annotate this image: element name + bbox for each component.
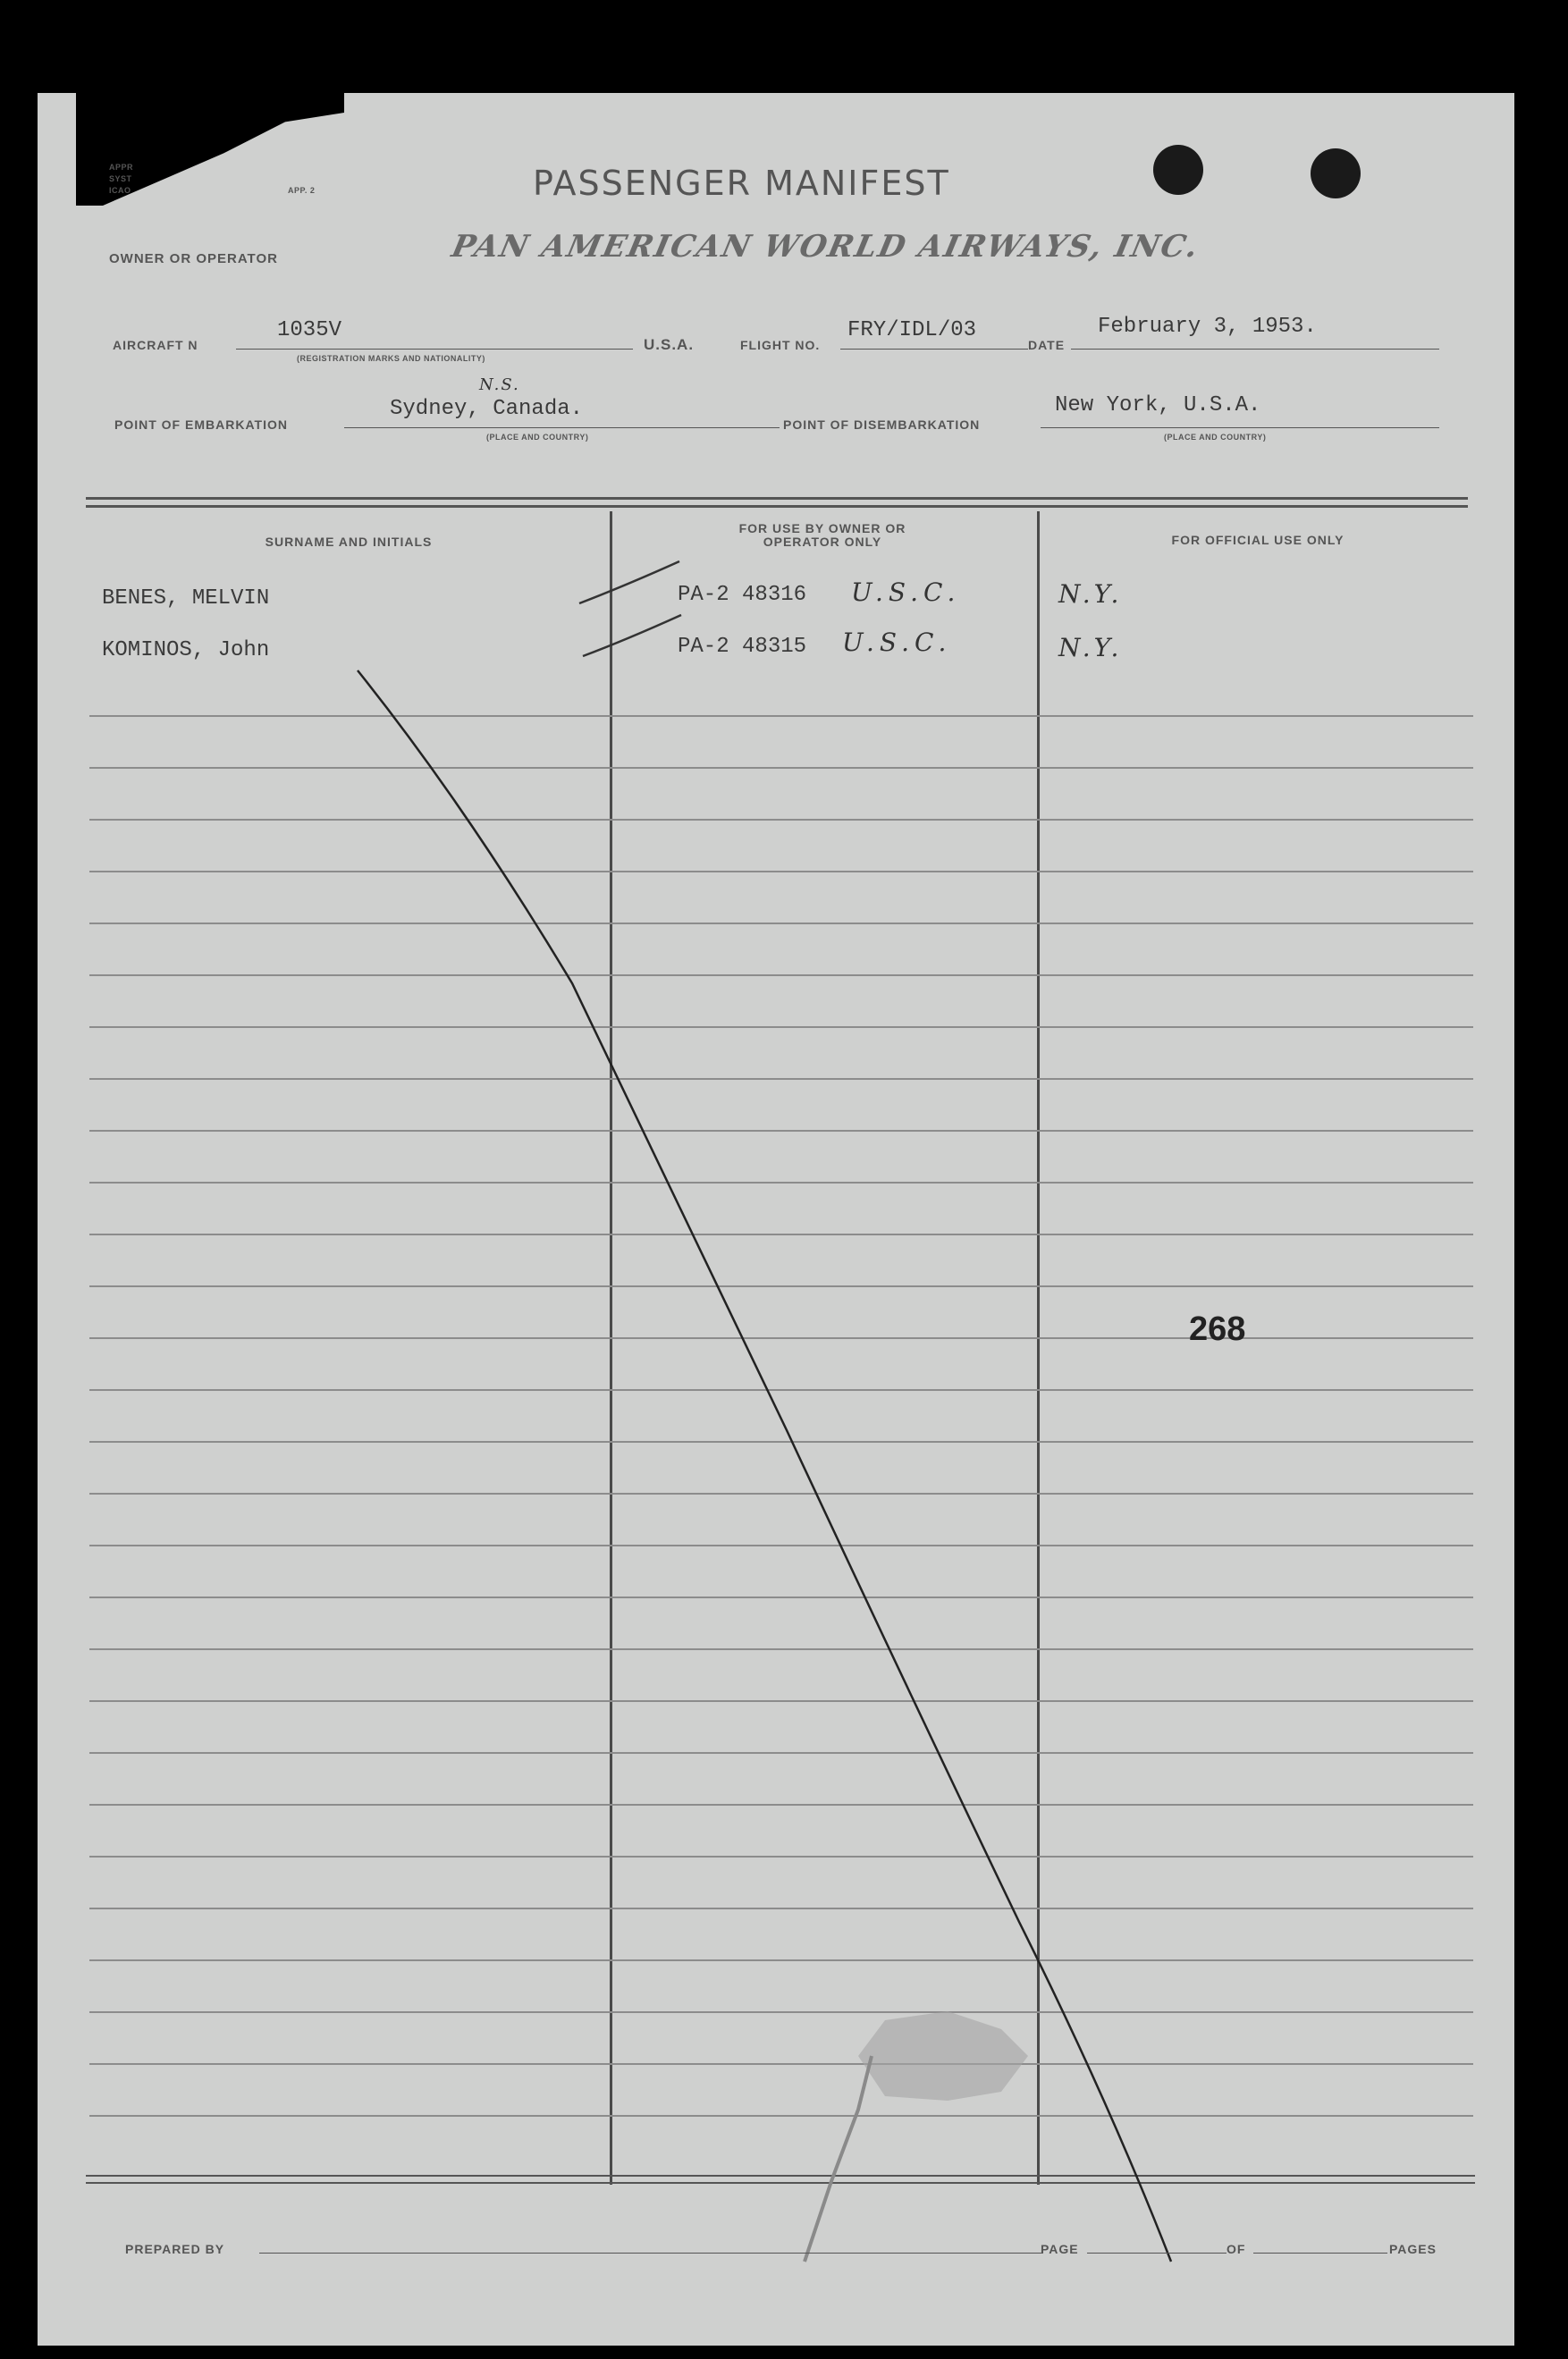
owner-label: OWNER OR OPERATOR xyxy=(109,251,278,266)
date-label: DATE xyxy=(1028,338,1066,352)
approval-suffix: APP. 2 xyxy=(288,186,316,195)
column-header-surname: SURNAME AND INITIALS xyxy=(265,535,433,549)
prepared-by-label: PREPARED BY xyxy=(125,2242,225,2256)
page-underline xyxy=(1087,2253,1227,2254)
check-mark-2 xyxy=(583,615,681,656)
registration-caption: (REGISTRATION MARKS AND NATIONALITY) xyxy=(297,354,485,363)
page-label: PAGE xyxy=(1041,2242,1079,2256)
disembarkation-place-caption: (PLACE AND COUNTRY) xyxy=(1164,433,1267,442)
embarkation-label: POINT OF EMBARKATION xyxy=(114,417,288,432)
embarkation-place-caption: (PLACE AND COUNTRY) xyxy=(486,433,589,442)
approval-line-2: SYST xyxy=(109,174,132,183)
disembarkation-value: New York, U.S.A. xyxy=(1055,393,1261,417)
passenger-name: KOMINOS, John xyxy=(102,638,270,662)
prepared-by-underline xyxy=(259,2253,1042,2254)
approval-line-1: APPR xyxy=(109,163,134,172)
column-header-official-use: FOR OFFICIAL USE ONLY xyxy=(1171,533,1345,547)
passenger-official: N.Y. xyxy=(1058,633,1123,662)
date-value: February 3, 1953. xyxy=(1098,315,1317,339)
of-label: OF xyxy=(1227,2242,1246,2256)
embarkation-annotation: N.S. xyxy=(479,375,520,394)
aircraft-value: 1035V xyxy=(277,318,342,342)
disembarkation-label: POINT OF DISEMBARKATION xyxy=(783,417,981,432)
pencil-scribble xyxy=(805,2056,872,2262)
check-mark-1 xyxy=(579,561,679,603)
passenger-annotation: U.S.C. xyxy=(851,577,961,607)
of-underline xyxy=(1253,2253,1387,2254)
column-header-owner-use: FOR USE BY OWNER OR OPERATOR ONLY xyxy=(738,521,906,549)
form-title: PASSENGER MANIFEST xyxy=(533,164,950,203)
pages-label: PAGES xyxy=(1389,2242,1437,2256)
embarkation-value: Sydney, Canada. xyxy=(390,397,584,421)
approval-line-3: ICAO xyxy=(109,186,131,195)
passenger-ref: PA-2 48316 xyxy=(678,583,807,607)
stamp-number: 268 xyxy=(1189,1310,1246,1348)
passenger-ref: PA-2 48315 xyxy=(678,635,807,659)
flight-label: FLIGHT NO. xyxy=(740,338,821,352)
flight-value: FRY/IDL/03 xyxy=(847,318,977,342)
passenger-official: N.Y. xyxy=(1058,579,1123,609)
usa-label: U.S.A. xyxy=(644,336,695,353)
aircraft-label: AIRCRAFT N xyxy=(113,338,198,352)
airline-name: PAN AMERICAN WORLD AIRWAYS, INC. xyxy=(448,229,1203,265)
pencil-smudge xyxy=(858,2011,1028,2101)
passenger-annotation: U.S.C. xyxy=(842,628,952,657)
passenger-name: BENES, MELVIN xyxy=(102,586,270,611)
long-diagonal-stroke xyxy=(358,670,1171,2262)
